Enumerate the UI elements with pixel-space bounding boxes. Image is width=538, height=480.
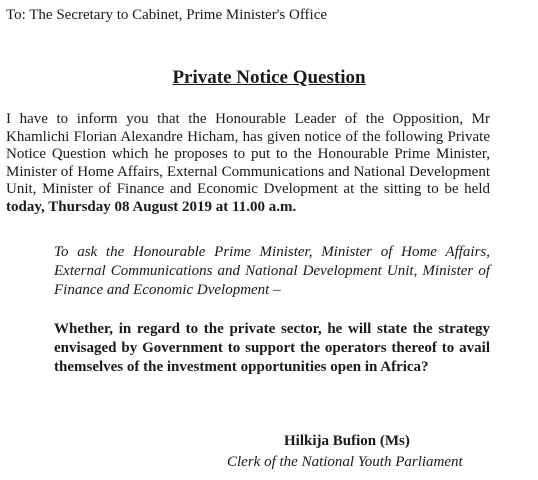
notice-paragraph bbox=[6, 111, 490, 216]
notice-text: I have to inform you that the Honourable Leader of the Opposition, Mr Khamlichi Florian Alexandre Hicham, has given notice of the following Private Notice Question which he proposes to put to the Honourable Prime Minister, Minister of Home Affairs, External Communications and National Development Unit, Minister of Finance and Economic Dvelopment at the sitting to be held bbox=[6, 111, 490, 197]
document-title: Private Notice Question bbox=[172, 67, 366, 88]
question-paragraph: Whether, in regard to the private sector, he will state the strategy envisaged by Government to support the operators thereof to avail themselves of the investment opportunities open in Africa? bbox=[54, 321, 490, 375]
signatory-title: Clerk of the National Youth Parliament bbox=[227, 454, 463, 470]
ask-paragraph: To ask the Honourable Prime Minister, Minister of Home Affairs, External Communications and National Development Unit, Minister of Finance and Economic Dvelopment – bbox=[54, 244, 490, 298]
signatory-name: Hilkija Bufion (Ms) bbox=[284, 433, 410, 449]
recipient-line: To: The Secretary to Cabinet, Prime Minister's Office bbox=[6, 7, 328, 23]
sitting-date: today, Thursday 08 August 2019 at 11.00 a.m. bbox=[6, 198, 297, 215]
